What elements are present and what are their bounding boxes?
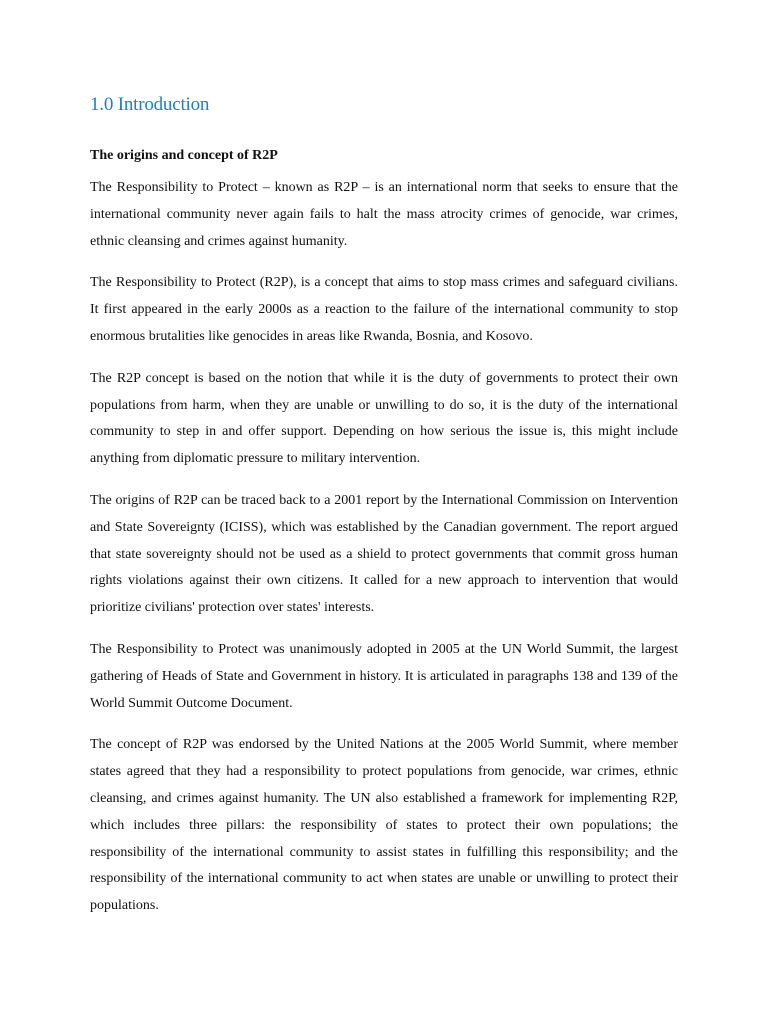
subsection-heading: The origins and concept of R2P	[90, 148, 278, 163]
paragraph: The R2P concept is based on the notion that while it is the duty of governments to protect their own populations from harm, when they are unable or unwilling to do so, it is the duty of the international community to step in and offer support. Depending on how serious the issue is, this might include anything from diplomatic pressure to military intervention.	[90, 370, 678, 467]
section-heading: 1.0 Introduction	[90, 94, 210, 115]
paragraph: The Responsibility to Protect (R2P), is a concept that aims to stop mass crimes and safeguard civilians. It first appeared in the early 2000s as a reaction to the failure of the international community to stop enormous brutalities like genocides in areas like Rwanda, Bosnia, and Kosovo.	[90, 275, 678, 344]
paragraph: The Responsibility to Protect – known as R2P – is an international norm that seeks to ensure that the international community never again fails to halt the mass atrocity crimes of genocide, war crimes, ethnic cleansing and crimes against humanity.	[90, 180, 678, 249]
paragraph: The Responsibility to Protect was unanimously adopted in 2005 at the UN World Summit, the largest gathering of Heads of State and Government in history. It is articulated in paragraphs 138 and 139 of the World Summit Outcome Document.	[90, 641, 678, 711]
paragraph: The concept of R2P was endorsed by the United Nations at the 2005 World Summit, where member states agreed that they had a responsibility to protect populations from genocide, war crimes, ethnic cleansing, and crimes against humanity. The UN also established a framework for implementing R2P, which includes three pillars: the responsibility of states to protect their own populations; the responsibility of the international community to assist states in fulfilling this responsibility; and the responsibility of the international community to act when states are unable or unwilling to protect their populations.	[90, 737, 678, 914]
paragraph: The origins of R2P can be traced back to a 2001 report by the International Commission on Intervention and State Sovereignty (ICISS), which was established by the Canadian government. The report argued that state sovereignty should not be used as a shield to protect governments that commit gross human rights violations against their own citizens. It called for a new approach to intervention that would prioritize civilians' protection over states' interests.	[90, 492, 678, 616]
document-page	[90, 90, 678, 920]
